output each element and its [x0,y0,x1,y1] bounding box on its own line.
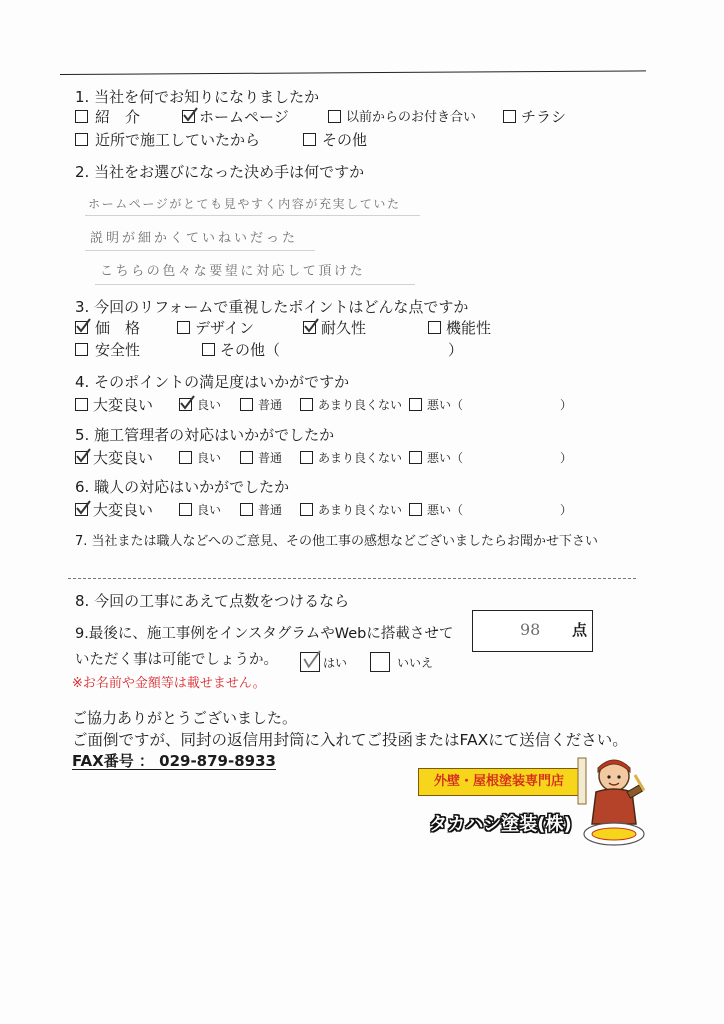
q1-checkbox-homepage[interactable] [182,110,195,123]
q3-label-durability: 耐久性 [321,319,367,337]
q6-title: 6. 職人の対応はいかがでしたか [75,478,290,496]
q1-label-shokai: 紹 介 [95,108,141,126]
q6-checkbox-not-good[interactable] [300,503,313,516]
q1-label-flyer: チラシ [521,108,567,126]
q6-close-paren: ） [560,503,573,517]
mascot-illustration [576,752,648,848]
q6-checkbox-good[interactable] [179,503,192,516]
q4-label-not-good: あまり良くない [318,398,403,412]
q8-title: 8. 今回の工事にあえて点数をつけるなら [75,592,350,610]
q4-checkbox-not-good[interactable] [300,398,313,411]
q1-checkbox-other[interactable] [303,133,316,146]
q3-other-close-paren: ） [448,341,464,359]
q3-label-function: 機能性 [446,319,492,337]
q5-label-normal: 普通 [258,451,283,465]
q3-label-other: その他（ [220,341,281,359]
q6-checkbox-normal[interactable] [240,503,253,516]
q4-close-paren: ） [560,398,573,412]
q6-label-bad: 悪い（ [427,503,464,517]
company-logo [416,752,648,848]
q4-label-normal: 普通 [258,398,283,412]
q3-checkbox-design[interactable] [177,321,190,334]
q1-checkbox-neighborhood[interactable] [75,133,88,146]
q1-title: 1. 当社を何でお知りになりましたか [75,88,320,106]
q4-label-bad: 悪い（ [427,398,464,412]
q2-answer-line-2 [85,250,315,251]
thanks-text: ご協力ありがとうございました。 [72,709,298,727]
q5-label-good: 良い [197,451,222,465]
q5-checkbox-very-good[interactable] [75,451,88,464]
logo-company-name: タカハシ塗装(株) [429,814,572,835]
return-instructions: ご面倒ですが、同封の返信用封筒に入れてご投函またはFAXにて送信ください。 [72,731,628,749]
q6-checkbox-very-good[interactable] [75,503,88,516]
q2-answer-line-3 [95,284,415,285]
q9-label-no: いいえ [397,656,434,670]
q4-checkbox-good[interactable] [179,398,192,411]
q9-label-yes: はい [323,656,348,670]
q5-close-paren: ） [560,451,573,465]
top-rule [60,70,646,75]
q4-checkbox-normal[interactable] [240,398,253,411]
q5-label-bad: 悪い（ [427,451,464,465]
q7-answer-line [68,578,636,579]
q6-label-not-good: あまり良くない [318,503,403,517]
q4-label-good: 良い [197,398,222,412]
q2-title: 2. 当社をお選びになった決め手は何ですか [75,163,365,181]
q3-checkbox-function[interactable] [428,321,441,334]
q1-label-other: その他 [322,131,368,149]
q1-label-existing: 以前からのお付き合い [346,110,477,125]
fax-number: FAX番号 ： 029-879-8933 [72,752,276,770]
q9-checkbox-no[interactable] [370,652,390,672]
q2-answer-1: ホームページがとても見やすく内容が充実していた [88,197,401,211]
q4-title: 4. そのポイントの満足度はいかがですか [75,373,350,391]
q3-checkbox-durability[interactable] [303,321,316,334]
q5-label-not-good: あまり良くない [318,451,403,465]
q2-answer-line-1 [85,215,420,216]
q3-checkbox-other[interactable] [202,343,215,356]
q9-checkbox-yes[interactable] [300,652,320,672]
q3-label-safety: 安全性 [95,341,141,359]
q6-label-good: 良い [197,503,222,517]
q5-checkbox-bad[interactable] [409,451,422,464]
q3-checkbox-safety[interactable] [75,343,88,356]
q5-checkbox-good[interactable] [179,451,192,464]
q3-title: 3. 今回のリフォームで重視したポイントはどんな点ですか [75,298,469,316]
q9-question-line-1: 9.最後に、施工事例をインスタグラムやWebに搭載させて [75,626,454,642]
q5-title: 5. 施工管理者の対応はいかがでしたか [75,426,335,444]
q1-checkbox-shokai[interactable] [75,110,88,123]
q1-checkbox-existing[interactable] [328,110,341,123]
logo-banner: 外壁・屋根塗装専門店 [418,768,580,796]
q6-label-very-good: 大変良い [93,501,154,519]
q5-checkbox-not-good[interactable] [300,451,313,464]
q6-checkbox-bad[interactable] [409,503,422,516]
q3-label-price: 価 格 [95,319,141,337]
q1-label-homepage: ホームページ [199,108,289,126]
q4-checkbox-bad[interactable] [409,398,422,411]
q6-label-normal: 普通 [258,503,283,517]
privacy-note: ※お名前や金額等は載せません。 [72,676,266,691]
q1-checkbox-flyer[interactable] [503,110,516,123]
q7-title: 7. 当社または職人などへのご意見、その他工事の感想などございましたらお聞かせ下さい [75,534,599,549]
q2-answer-2: 説明が細かくていねいだった [90,231,299,246]
q3-checkbox-price[interactable] [75,321,88,334]
score-unit: 点 [572,621,588,639]
q1-label-neighborhood: 近所で施工していたから [95,131,261,149]
q5-checkbox-normal[interactable] [240,451,253,464]
q4-label-very-good: 大変良い [93,396,154,414]
q3-label-design: デザイン [195,319,254,337]
q2-answer-3: こちらの色々な要望に対応して頂けた [100,264,366,279]
q9-question-line-2: いただく事は可能でしょうか。 [75,652,278,668]
q5-label-very-good: 大変良い [93,449,154,467]
q4-checkbox-very-good[interactable] [75,398,88,411]
score-value: 98 [520,620,541,639]
